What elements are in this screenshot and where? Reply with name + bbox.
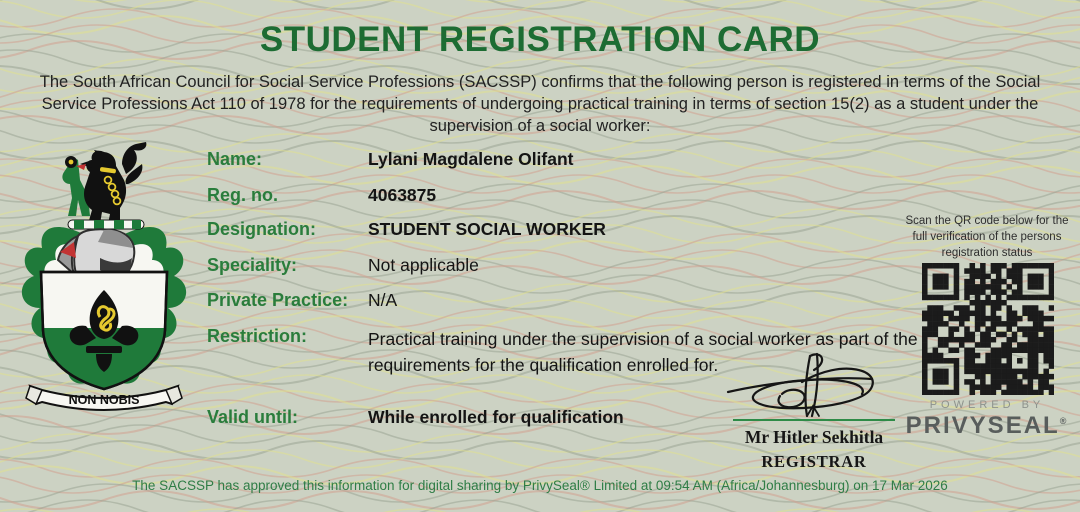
- field-label-restriction: Restriction:: [207, 326, 308, 346]
- privyseal-wordmark: PRIVYSEAL: [905, 412, 1060, 439]
- field-label-private-practice: Private Practice:: [207, 290, 349, 310]
- field-row-name: [207, 149, 574, 170]
- qr-instruction-text: Scan the QR code below for the full verification of the persons registration status: [905, 215, 1069, 260]
- field-label-reg-no: Reg. no.: [207, 185, 278, 205]
- qr-code: [922, 263, 1054, 395]
- field-value-private-practice: N/A: [368, 290, 398, 310]
- field-value-valid-until: While enrolled for qualification: [368, 407, 624, 427]
- lion-crest: [62, 142, 146, 224]
- registrar-signature: [722, 352, 894, 420]
- motto-text: NON NOBIS: [68, 393, 140, 407]
- intro-paragraph: The South African Council for Social Service Professions (SACSSP) confirms that the following person is registered in terms of the Social Service Professions Act 110 of 1978 for the requirements of undergoing practical training in terms of section 15(2) as a student under the supervision of a social worker:: [39, 73, 1041, 135]
- field-value-name: Lylani Magdalene Olifant: [368, 149, 574, 169]
- sacssp-coat-of-arms: [8, 140, 200, 418]
- registered-trademark-symbol: ®: [1059, 416, 1069, 426]
- field-row-designation: [207, 219, 606, 240]
- field-value-reg-no: 4063875: [368, 185, 437, 205]
- field-row-valid-until: [207, 407, 624, 428]
- registrar-name: Mr Hitler Sekhitla: [744, 427, 884, 447]
- torse-wreath: [68, 220, 144, 229]
- signature-underline: [733, 419, 895, 421]
- field-label-designation: Designation:: [207, 219, 317, 239]
- field-value-restriction: Practical training under the supervision of a social worker as part of the requirements for the qualification enrolled for.: [368, 329, 918, 376]
- field-label-valid-until: Valid until:: [207, 407, 299, 427]
- registrar-title: REGISTRAR: [761, 452, 867, 471]
- powered-by-label: POWERED BY: [929, 399, 1045, 411]
- shield: [41, 272, 167, 389]
- field-label-name: Name:: [207, 149, 263, 169]
- field-row-speciality: [207, 255, 479, 276]
- page-title: STUDENT REGISTRATION CARD: [259, 20, 821, 59]
- field-row-private-practice: [207, 290, 397, 311]
- field-value-speciality: Not applicable: [368, 255, 479, 275]
- field-value-designation: STUDENT SOCIAL WORKER: [368, 219, 606, 239]
- field-label-speciality: Speciality:: [207, 255, 298, 275]
- approval-footer: The SACSSP has approved this information for digital sharing by PrivySeal® Limited at 09:54 AM (Africa/Johannesburg) on 17 Mar 2026: [132, 478, 948, 493]
- field-row-reg-no: [207, 185, 436, 206]
